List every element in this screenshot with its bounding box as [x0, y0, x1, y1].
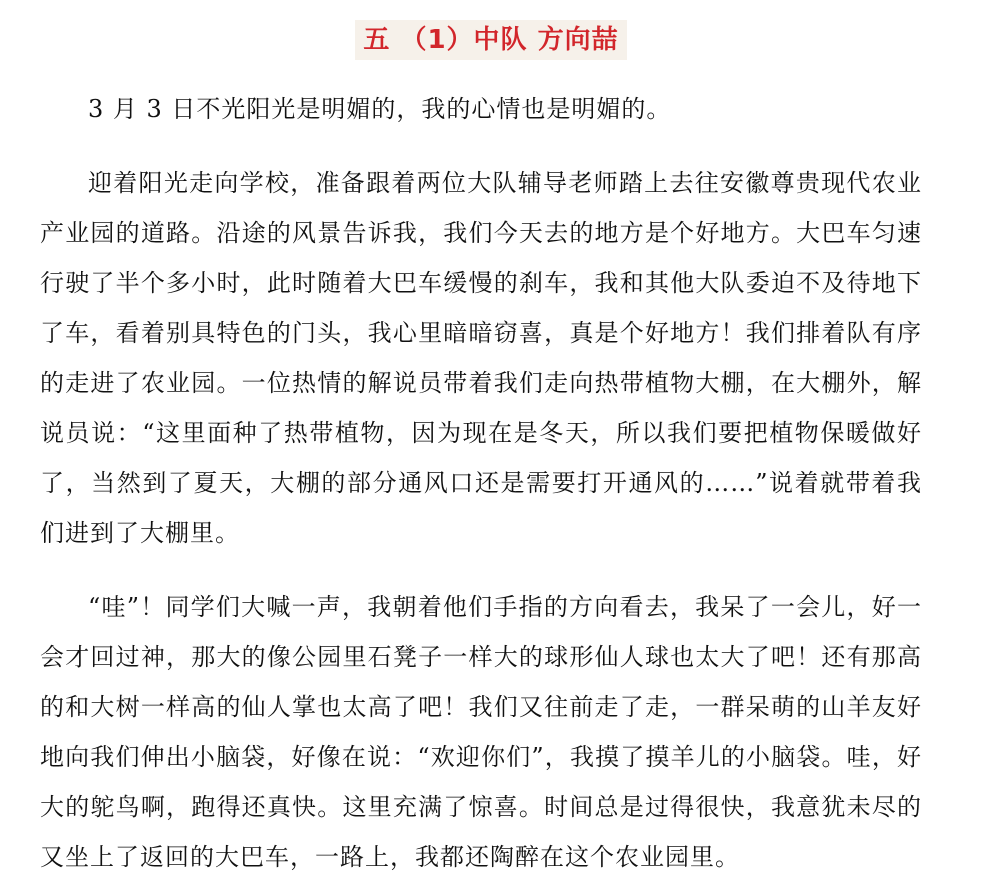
paragraph-3: “哇”！同学们大喊一声，我朝着他们手指的方向看去，我呆了一会儿，好一会才回过神，那大的像公园里石凳子一样大的球形仙人球也太大了吧！还有那高的和大树一样高的仙人掌也太高了吧！我们又往前走了走，一群呆萌的山羊友好地向我们伸出小脑袋，好像在说：“欢迎你们”，我摸了摸羊儿的小脑袋。哇，好大的鸵鸟啊，跑得还真快。这里充满了惊喜。时间总是过得很快，我意犹未尽的又坐上了返回的大巴车，一路上，我都还陶醉在这个农业园里。 [40, 593, 922, 871]
paragraph-1: 3 月 3 日不光阳光是明媚的，我的心情也是明媚的。 [88, 95, 672, 123]
paragraph-gap [40, 558, 922, 582]
article-title: 五 （1）中队 方向喆 [355, 20, 626, 60]
paragraph-gap [40, 134, 922, 158]
paragraph-2: 迎着阳光走向学校，准备跟着两位大队辅导老师踏上去往安徽尊贵现代农业产业园的道路。沿途的风景告诉我，我们今天去的地方是个好地方。大巴车匀速行驶了半个多小时，此时随着大巴车缓慢的刹车，我和其他大队委迫不及待地下了车，看着别具特色的门头，我心里暗暗窃喜，真是个好地方！我们排着队有序的走进了农业园。一位热情的解说员带着我们走向热带植物大棚，在大棚外，解说员说：“这里面种了热带植物，因为现在是冬天，所以我们要把植物保暖做好了，当然到了夏天，大棚的部分通风口还是需要打开通风的……”说着就带着我们进到了大棚里。 [40, 169, 922, 547]
title-container [0, 20, 982, 60]
article-body [40, 84, 922, 882]
